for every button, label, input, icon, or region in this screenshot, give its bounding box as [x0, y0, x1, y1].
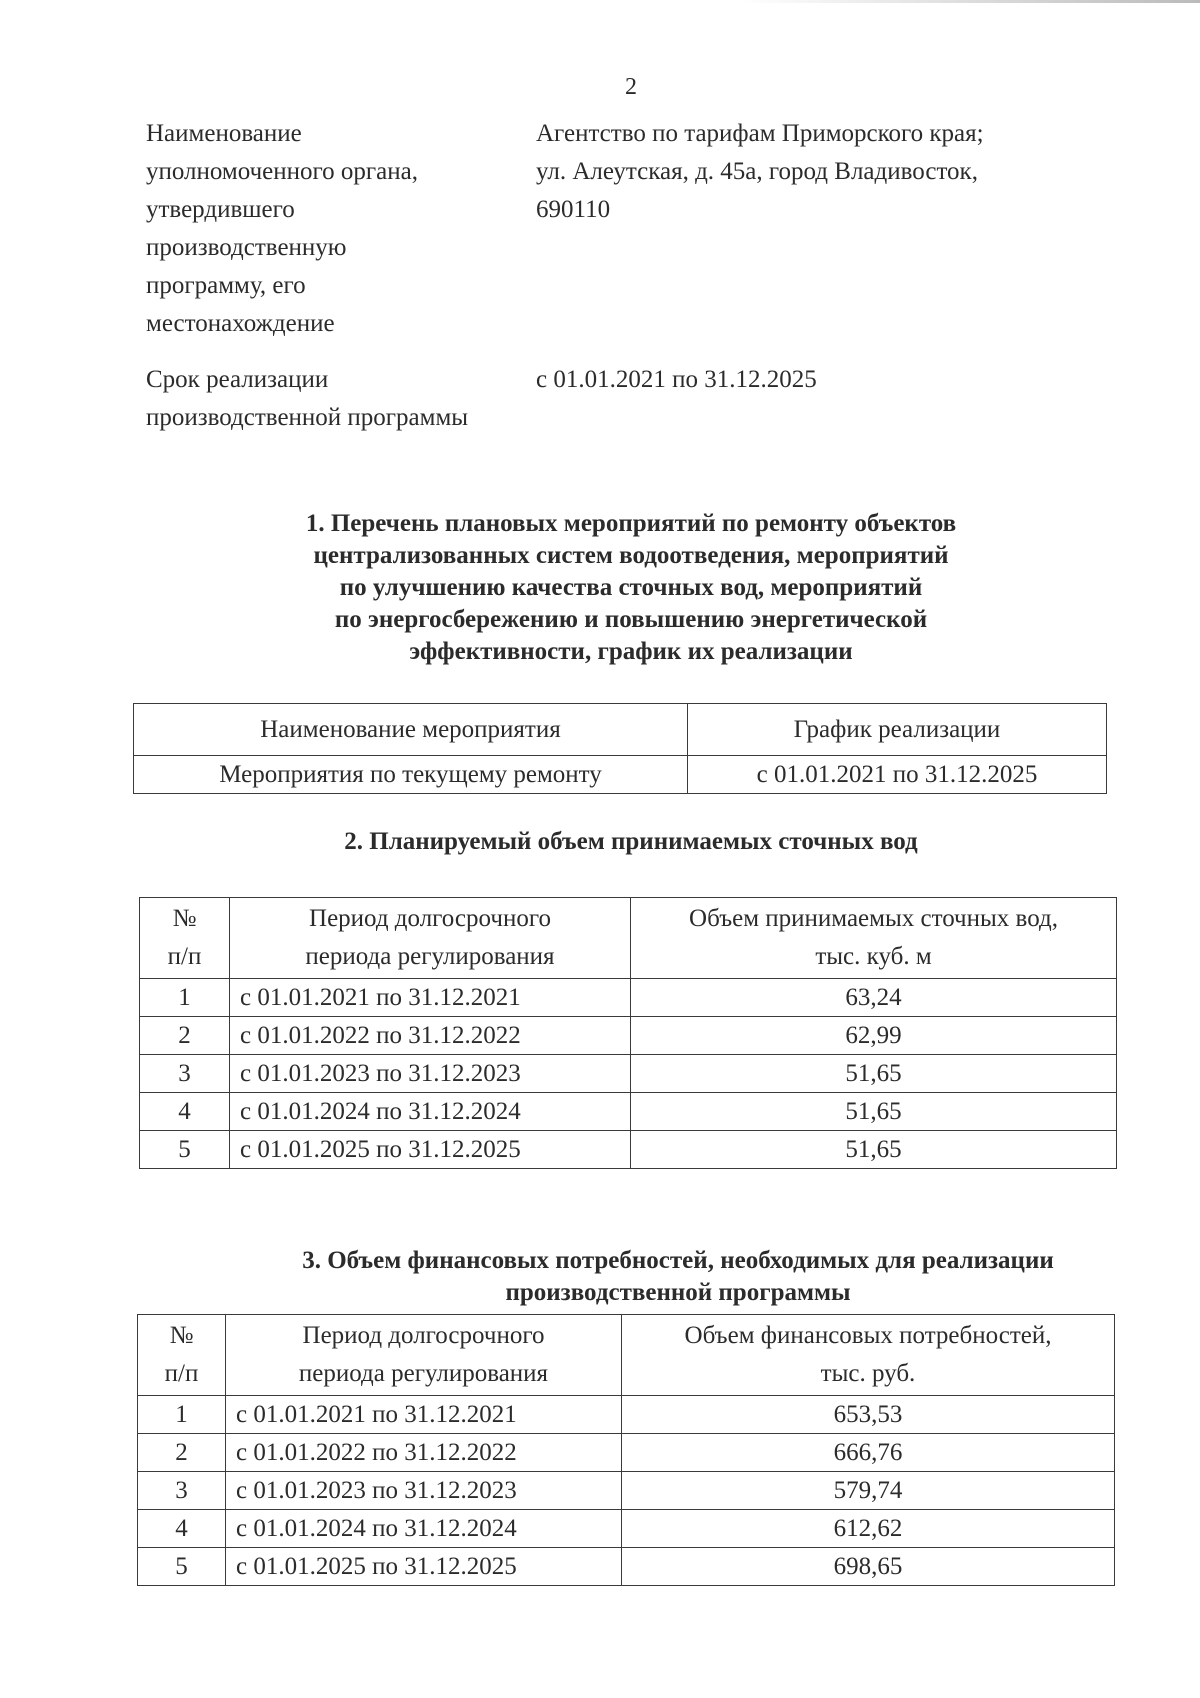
row-period: с 01.01.2023 по 31.12.2023 — [230, 1055, 631, 1093]
row-volume: 62,99 — [631, 1017, 1117, 1055]
row-number: 5 — [138, 1548, 226, 1586]
table-header-row — [134, 704, 1107, 756]
header-period: Период долгосрочного периода регулирования — [226, 1315, 622, 1396]
table-row — [140, 979, 1117, 1017]
header-measure-name: Наименование мероприятия — [134, 704, 688, 756]
measure-schedule-cell: с 01.01.2021 по 31.12.2025 — [688, 756, 1107, 794]
row-amount: 698,65 — [622, 1548, 1115, 1586]
row-period: с 01.01.2022 по 31.12.2022 — [226, 1434, 622, 1472]
row-period: с 01.01.2021 по 31.12.2021 — [230, 979, 631, 1017]
header-schedule: График реализации — [688, 704, 1107, 756]
table-row — [134, 756, 1107, 794]
row-amount: 612,62 — [622, 1510, 1115, 1548]
row-period: с 01.01.2022 по 31.12.2022 — [230, 1017, 631, 1055]
table-row — [138, 1548, 1115, 1586]
header-volume: Объем принимаемых сточных вод, тыс. куб. м — [631, 898, 1117, 979]
row-amount: 653,53 — [622, 1396, 1115, 1434]
section2-title: 2. Планируемый объем принимаемых сточных вод — [344, 828, 918, 855]
authority-value: Агентство по тарифам Приморского края; ул. Алеутская, д. 45а, город Владивосток, 690110 — [536, 120, 984, 223]
row-period: с 01.01.2025 по 31.12.2025 — [230, 1131, 631, 1169]
row-period: с 01.01.2024 по 31.12.2024 — [226, 1510, 622, 1548]
table-row — [138, 1434, 1115, 1472]
authority-label: Наименование уполномоченного органа, утвердившего производственную программу, его местонахождение — [146, 120, 418, 337]
measures-table — [133, 703, 1107, 794]
row-period: с 01.01.2021 по 31.12.2021 — [226, 1396, 622, 1434]
table-row — [140, 1093, 1117, 1131]
header-number: № п/п — [140, 898, 230, 979]
row-amount: 666,76 — [622, 1434, 1115, 1472]
row-period: с 01.01.2024 по 31.12.2024 — [230, 1093, 631, 1131]
table-row — [140, 1055, 1117, 1093]
row-number: 3 — [138, 1472, 226, 1510]
table-row — [138, 1510, 1115, 1548]
section1-title: 1. Перечень плановых мероприятий по ремонту объектов централизованных систем водоотведения, мероприятий по улучшению качества сточных вод, мероприятий по энергосбережению и повышению энергетической эффективности, график их реализации — [305, 510, 957, 665]
row-number: 2 — [140, 1017, 230, 1055]
page-number: 2 — [625, 74, 637, 100]
table-row — [138, 1472, 1115, 1510]
measure-name-cell: Мероприятия по текущему ремонту — [134, 756, 688, 794]
row-number: 4 — [140, 1093, 230, 1131]
table-header-row — [140, 898, 1117, 979]
authority-info — [146, 115, 1066, 355]
row-volume: 51,65 — [631, 1093, 1117, 1131]
row-number: 1 — [138, 1396, 226, 1434]
term-label: Срок реализации производственной программы — [146, 366, 469, 431]
term-value: с 01.01.2021 по 31.12.2025 — [536, 366, 817, 393]
row-period: с 01.01.2023 по 31.12.2023 — [226, 1472, 622, 1510]
financial-needs-table — [137, 1314, 1115, 1586]
header-financial-needs: Объем финансовых потребностей, тыс. руб. — [622, 1315, 1115, 1396]
row-volume: 51,65 — [631, 1131, 1117, 1169]
row-number: 2 — [138, 1434, 226, 1472]
row-number: 3 — [140, 1055, 230, 1093]
row-volume: 63,24 — [631, 979, 1117, 1017]
scan-edge-artifact — [740, 0, 1200, 3]
row-amount: 579,74 — [622, 1472, 1115, 1510]
section3-title-text: 3. Объем финансовых потребностей, необходимых для реализации производственной программы — [302, 1247, 1054, 1306]
wastewater-volume-table — [139, 897, 1117, 1169]
row-number: 5 — [140, 1131, 230, 1169]
term-info — [146, 361, 1066, 441]
table-row — [140, 1131, 1117, 1169]
header-period: Период долгосрочного периода регулирования — [230, 898, 631, 979]
header-number: № п/п — [138, 1315, 226, 1396]
table-row — [138, 1396, 1115, 1434]
row-volume: 51,65 — [631, 1055, 1117, 1093]
row-number: 1 — [140, 979, 230, 1017]
row-number: 4 — [138, 1510, 226, 1548]
table-row — [140, 1017, 1117, 1055]
table-header-row — [138, 1315, 1115, 1396]
row-period: с 01.01.2025 по 31.12.2025 — [226, 1548, 622, 1586]
